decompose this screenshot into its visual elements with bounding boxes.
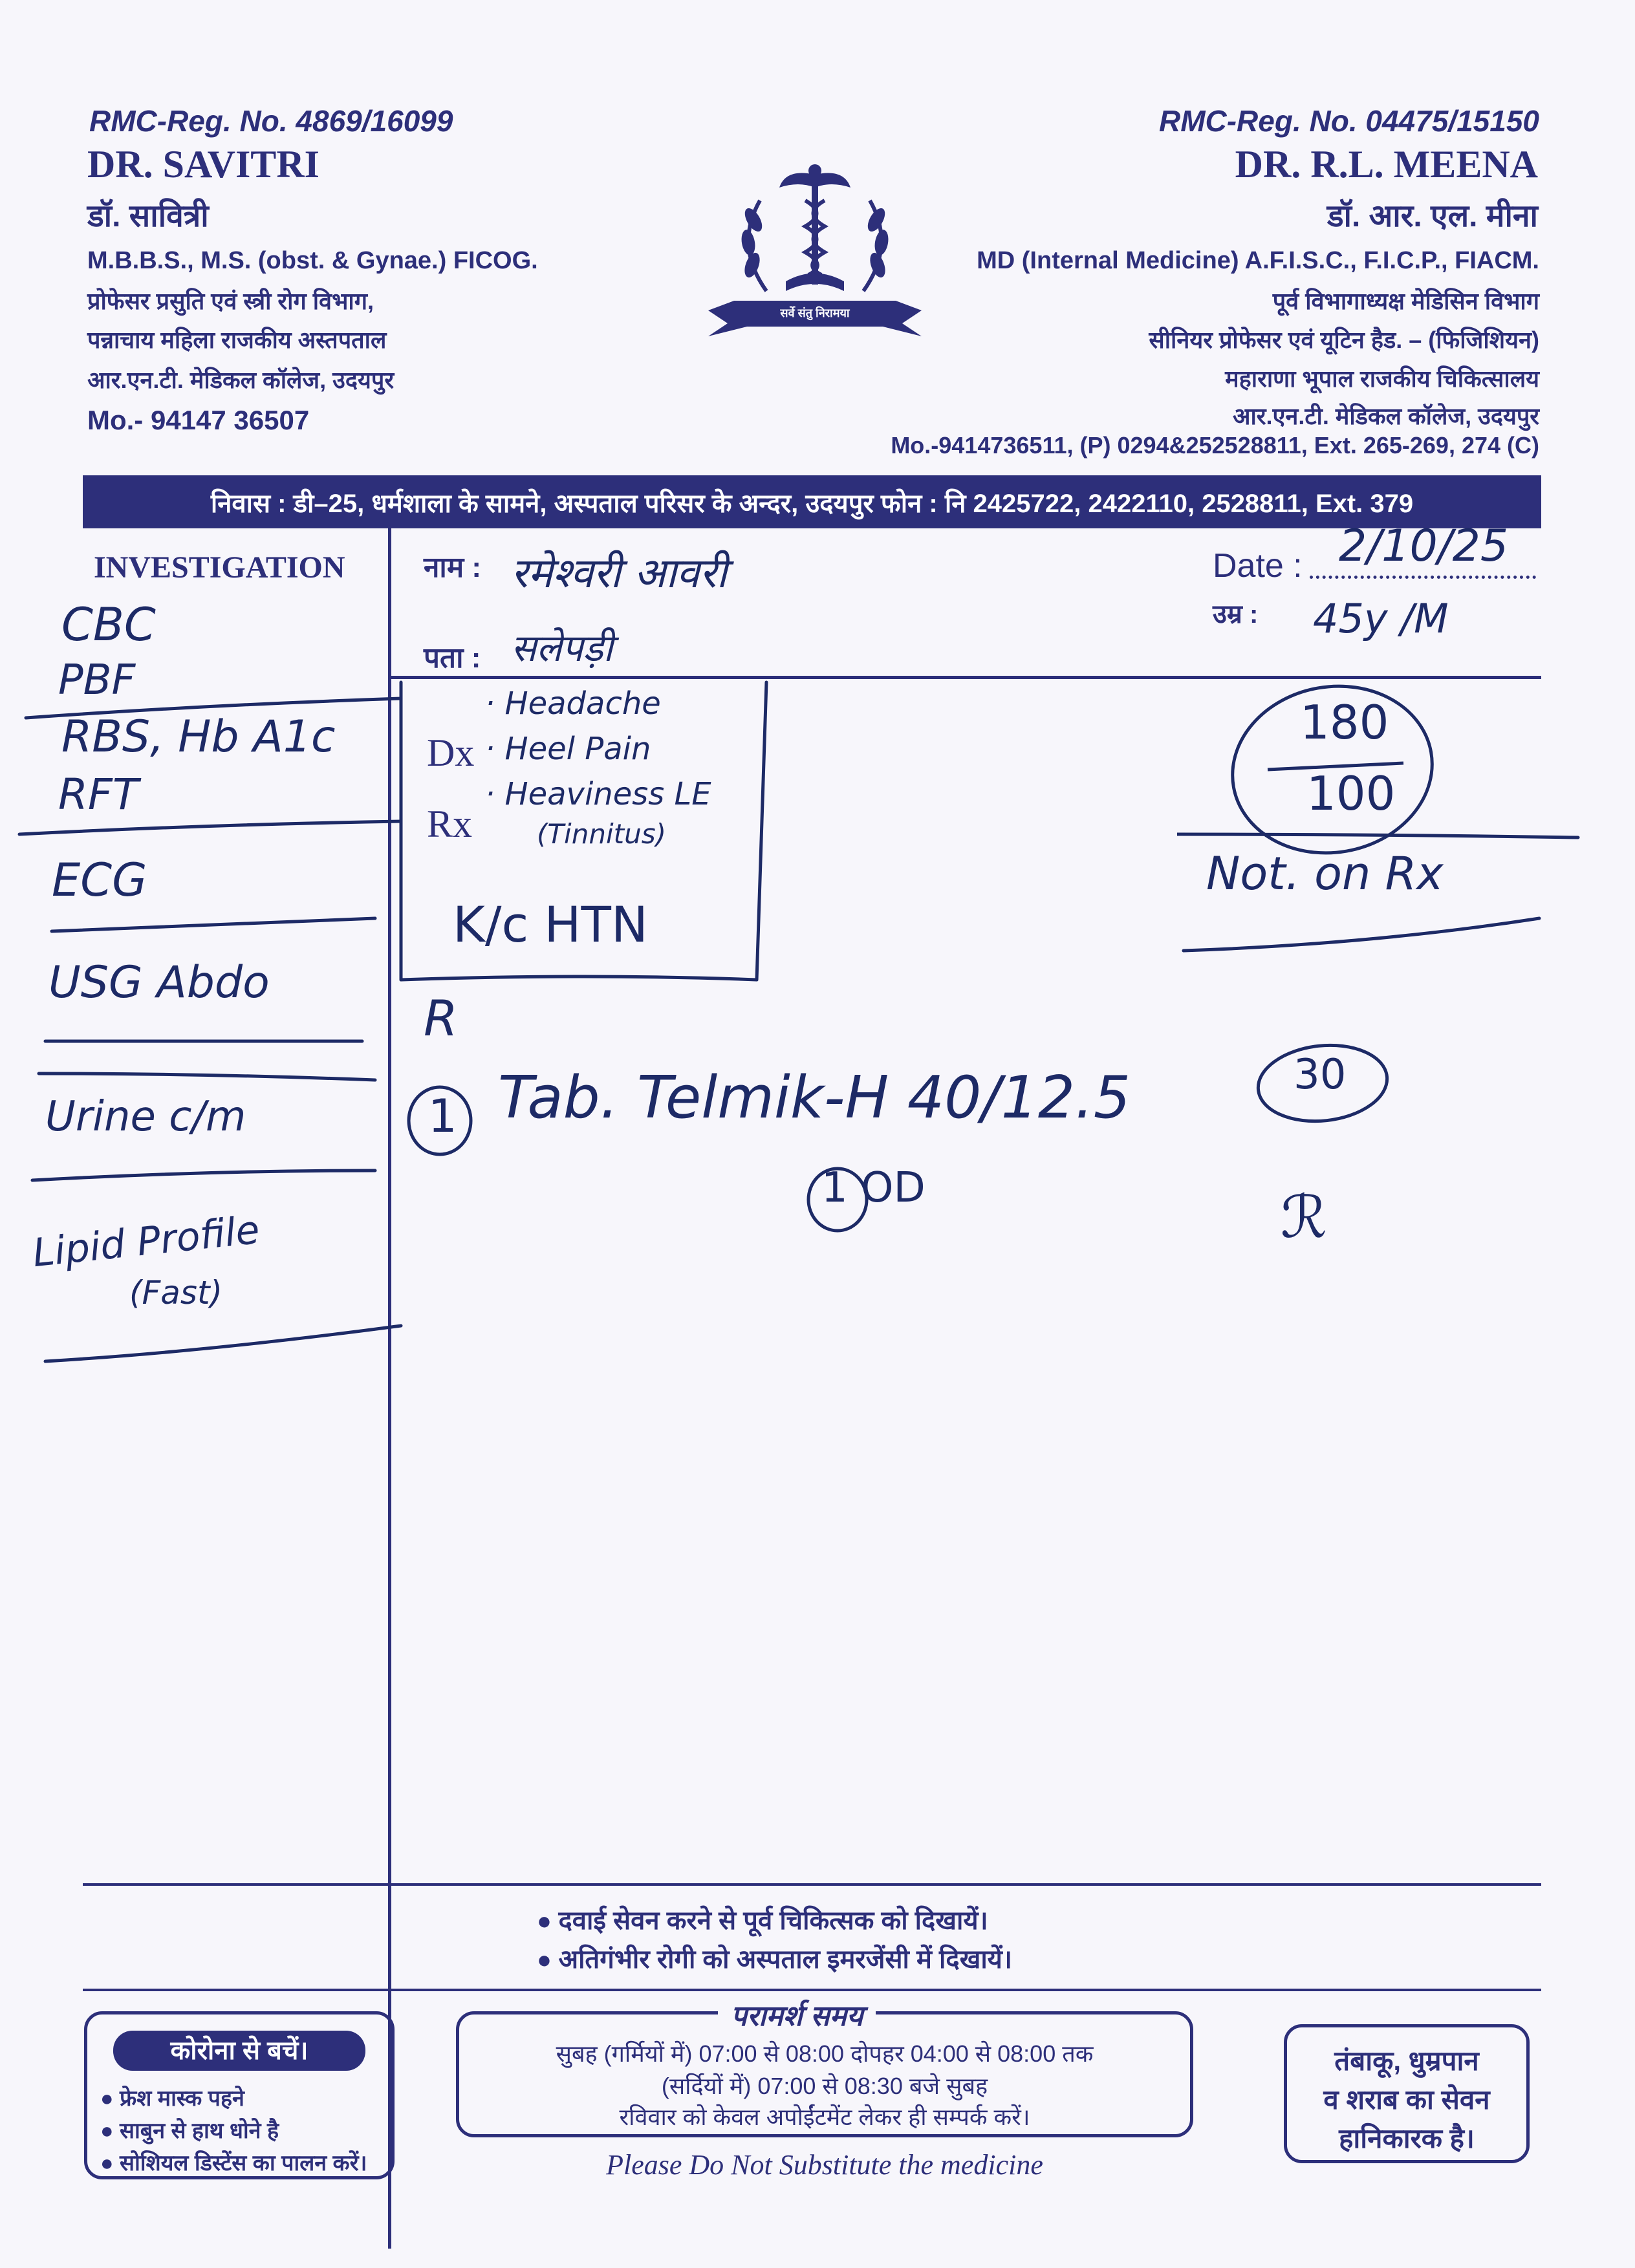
corona-item-3: ● सोशियल डिस्टेंस का पालन करें। — [100, 2151, 367, 2176]
complaint-item: · Headache — [485, 686, 661, 722]
left-doctor-name: DR. SAVITRI — [87, 143, 320, 186]
investigation-item: (Fast) — [129, 1274, 223, 1312]
left-line-1: प्रोफेसर प्रसुति एवं स्त्री रोग विभाग, — [87, 288, 374, 314]
right-line-1: पूर्व विभागाध्यक्ष मेडिसिन विभाग — [1272, 288, 1539, 314]
left-reg-no: RMC-Reg. No. 4869/16099 — [89, 104, 453, 138]
investigation-item: RBS, Hb A1c — [61, 711, 336, 762]
right-line-2: सीनियर प्रोफेसर एवं यूटिन हैड. – (फिजिशियन) — [1149, 327, 1539, 353]
bp-note: Not. on Rx — [1206, 847, 1444, 900]
tobacco-box — [1284, 2024, 1530, 2163]
investigation-label: INVESTIGATION — [94, 550, 345, 585]
rx-symbol-printed: Rx — [427, 803, 473, 845]
right-line-3: महाराणा भूपाल राजकीय चिकित्सालय — [1225, 365, 1539, 392]
name-label: नाम : — [424, 552, 482, 583]
corona-item-2: ● साबुन से हाथ धोने है — [100, 2119, 279, 2143]
address-band: निवास : डी–25, धर्मशाला के सामने, अस्पताल परिसर के अन्दर, उदयपुर फोन : नि 2425722, 2422110, 2528811, Ext. 379 — [83, 475, 1541, 528]
dose: 1 OD — [821, 1164, 926, 1212]
left-line-3: आर.एन.टी. मेडिकल कॉलेज, उदयपुर — [87, 367, 395, 393]
bp-systolic: 180 — [1300, 695, 1389, 750]
visit-date: 2/10/25 — [1339, 521, 1509, 572]
right-doctor-name-hindi: डॉ. आर. एल. मीना — [1326, 199, 1538, 233]
emblem-ribbon-text: सर्वे संतु निरामया — [780, 307, 850, 319]
left-line-2: पन्नाचाय महिला राजकीय अस्तपताल — [87, 327, 387, 353]
address-label: पता : — [424, 642, 481, 674]
investigation-strokes — [13, 679, 414, 1390]
bullet-icon: ● — [537, 1947, 559, 1974]
investigation-item: ECG — [52, 854, 147, 907]
right-qualification: MD (Internal Medicine) A.F.I.S.C., F.I.C.P., FIACM. — [977, 247, 1539, 274]
patient-address: सलेपड़ी — [511, 626, 613, 670]
investigation-item: Lipid Profile — [30, 1207, 262, 1277]
investigation-item: CBC — [61, 598, 156, 651]
patient-age: 45y /M — [1313, 595, 1449, 642]
investigation-item: PBF — [58, 656, 136, 704]
left-mobile: Mo.- 94147 36507 — [87, 405, 310, 435]
timing-title: परामर्श समय — [718, 1995, 876, 2034]
dx-symbol: Dx — [427, 731, 475, 774]
footer-divider-bottom — [83, 1989, 1541, 1991]
quantity: 30 — [1294, 1051, 1347, 1099]
timing-box — [456, 2000, 1193, 2137]
tobacco-line-3: हानिकारक है। — [1339, 2123, 1475, 2154]
age-label: उम्र : — [1213, 600, 1259, 629]
bp-diastolic: 100 — [1306, 766, 1396, 821]
diagnosis-text: K/c HTN — [453, 896, 648, 953]
note-1: ● दवाई सेवन करने से पूर्व चिकित्सक को दिखायें। — [537, 1906, 988, 1935]
right-phones: Mo.-9414736511, (P) 0294&252528811, Ext. 265-269, 274 (C) — [891, 432, 1539, 459]
tobacco-line-1: तंबाकू, धुम्रपान — [1334, 2046, 1479, 2076]
complaint-item: · Heaviness LE — [485, 776, 711, 812]
timing-line-1: सुबह (गर्मियों में) 07:00 से 08:00 दोपहर 04:00 से 08:00 तक — [556, 2040, 1094, 2067]
medicine-line: Tab. Telmik-H 40/12.5 — [498, 1064, 1131, 1132]
med-number: 1 — [428, 1090, 457, 1143]
complaint-item: (Tinnitus) — [537, 818, 666, 850]
corona-item-1: ● फ्रेश मास्क पहने — [100, 2086, 244, 2111]
footer-divider-top — [83, 1883, 1541, 1886]
bullet-icon: ● — [537, 1908, 559, 1935]
tobacco-line-2: व शराब का सेवन — [1323, 2084, 1490, 2115]
date-label: Date : — [1213, 547, 1303, 585]
date-dotted-line — [1310, 576, 1536, 579]
patient-name: रमेश्वरी आवरी — [511, 550, 728, 598]
right-line-4: आर.एन.टी. मेडिकल कॉलेज, उदयपुर — [1232, 403, 1539, 429]
right-reg-no: RMC-Reg. No. 04475/15150 — [1158, 104, 1539, 138]
note-2: ● अतिगंभीर रोगी को अस्पताल इमरजेंसी में दिखायें। — [537, 1945, 1013, 1974]
complaint-item: · Heel Pain — [485, 731, 651, 767]
left-doctor-name-hindi: डॉ. सावित्री — [87, 199, 209, 233]
corona-title: कोरोना से बचें। — [113, 2031, 365, 2071]
timing-line-2: (सर्दियों में) 07:00 से 08:30 बजे सुबह — [661, 2073, 988, 2099]
corona-box — [84, 2011, 395, 2179]
investigation-item: USG Abdo — [49, 957, 270, 1008]
no-substitute-note: Please Do Not Substitute the medicine — [606, 2149, 1043, 2181]
investigation-item: Urine c/m — [45, 1093, 246, 1141]
left-qualification: M.B.B.S., M.S. (obst. & Gynae.) FICOG. — [87, 247, 538, 274]
investigation-item: RFT — [58, 770, 139, 819]
timing-line-3: रविवार को केवल अपोईंटमेंट लेकर ही सम्पर्क करें। — [619, 2104, 1030, 2130]
caduceus-emblem — [708, 162, 922, 349]
right-doctor-name: DR. R.L. MEENA — [1235, 143, 1538, 186]
doctor-initial: ℛ — [1281, 1183, 1327, 1251]
rx-symbol-handwritten: R — [424, 989, 458, 1047]
